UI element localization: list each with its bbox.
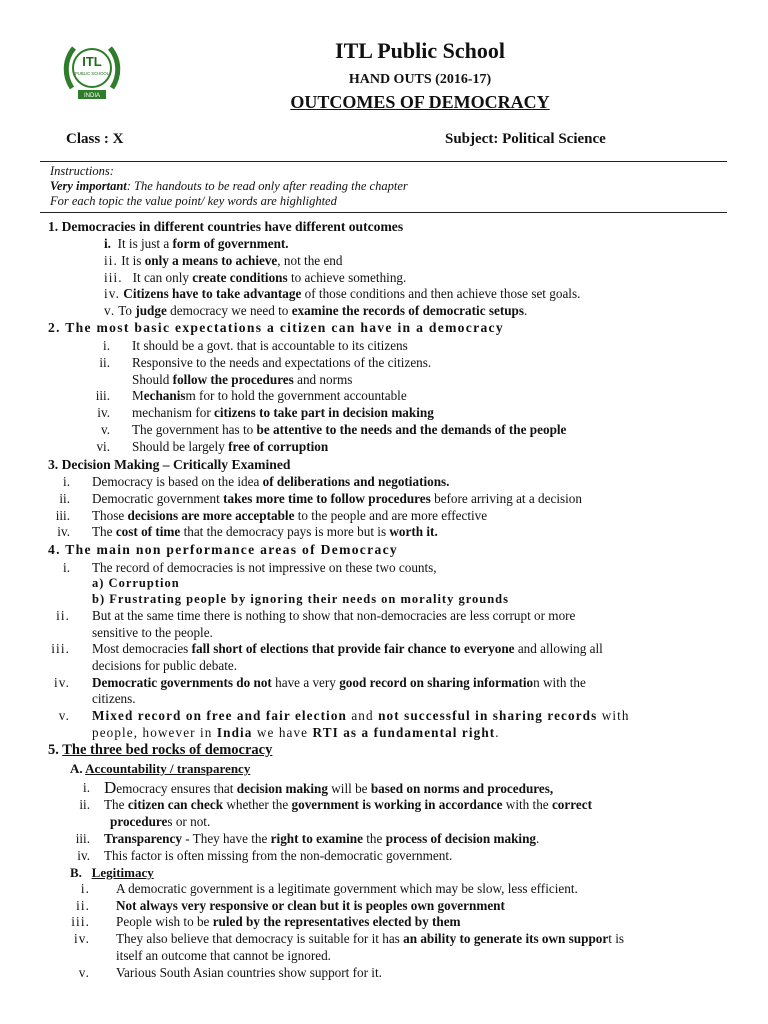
list-number: iv.: [74, 931, 90, 946]
list-item: decisions for public debate.: [92, 658, 238, 673]
list-item: The government has to be attentive to the needs and the demands of the people: [132, 422, 567, 437]
list-number: iv.: [77, 848, 90, 863]
list-number: vi.: [96, 439, 110, 454]
list-item: iii. It can only create conditions to achieve something.: [104, 270, 407, 285]
list-number: iii.: [51, 641, 70, 656]
section-heading: 5. The three bed rocks of democracy: [48, 742, 273, 758]
list-item: The citizen can check whether the government is working in accordance with the correct: [104, 797, 592, 812]
sub-item: b) Frustrating people by ignoring their needs on morality grounds: [92, 592, 509, 606]
list-number: i.: [103, 338, 110, 353]
list-item: People wish to be ruled by the representatives elected by them: [116, 914, 461, 929]
list-item: people, however in India we have RTI as a fundamental right.: [92, 725, 500, 740]
list-item: Those decisions are more acceptable to the people and are more effective: [92, 508, 488, 523]
list-item: Democracy is based on the idea of deliberations and negotiations.: [92, 474, 450, 489]
list-number: ii.: [99, 355, 110, 370]
list-item: Democratic government takes more time to follow procedures before arriving at a decision: [92, 491, 582, 506]
list-item: mechanism for citizens to take part in decision making: [132, 405, 434, 420]
list-item: v. To judge democracy we need to examine the records of democratic setups.: [104, 303, 528, 318]
list-item: They also believe that democracy is suitable for it has an ability to generate its own support is: [116, 931, 625, 946]
list-number: ii.: [59, 491, 70, 506]
list-number: v.: [100, 422, 110, 437]
list-item: A democratic government is a legitimate government which may be slow, less efficient.: [116, 881, 578, 896]
instructions-title: Instructions:: [50, 164, 114, 178]
list-item: Should be largely free of corruption: [132, 439, 329, 454]
list-item: Transparency - They have the right to examine the process of decision making.: [104, 831, 540, 846]
class-label: Class : X: [66, 131, 124, 147]
section-heading: 3. Decision Making – Critically Examined: [48, 457, 291, 472]
list-item: Mechanism for to hold the government accountable: [132, 388, 407, 403]
logo-text: ITL: [82, 54, 102, 69]
section-heading: 4. The main non performance areas of Democracy: [48, 542, 399, 557]
sub-item: a) Corruption: [92, 576, 180, 590]
list-number: iii.: [55, 508, 70, 523]
list-number: i.: [83, 780, 90, 795]
list-item: Most democracies fall short of elections that provide fair chance to everyone and allowing all: [92, 641, 603, 656]
list-number: i.: [80, 881, 90, 896]
list-number: ii.: [76, 898, 90, 913]
subject-label: Subject: Political Science: [445, 131, 606, 147]
list-item: The cost of time that the democracy pays is more but is worth it.: [92, 524, 438, 539]
list-number: iv.: [54, 675, 70, 690]
list-number: iii.: [75, 831, 90, 846]
list-item: But at the same time there is nothing to show that non-democracies are less corrupt or more: [92, 608, 576, 623]
list-item: itself an outcome that cannot be ignored.: [116, 948, 331, 963]
section-heading: 2. The most basic expectations a citizen can have in a democracy: [48, 320, 504, 335]
list-item: procedures or not.: [110, 814, 211, 829]
list-number: iii.: [95, 388, 110, 403]
list-item: iv. Citizens have to take advantage of those conditions and then achieve those set goals.: [104, 286, 581, 301]
list-item: Responsive to the needs and expectations of the citizens.: [132, 355, 432, 370]
list-item: Democratic governments do not have a very good record on sharing information with the: [92, 675, 586, 690]
list-item: ii. It is only a means to achieve, not the end: [104, 253, 343, 268]
divider: [40, 161, 727, 162]
list-item: Mixed record on free and fair election and not successful in sharing records with: [92, 708, 630, 723]
list-item: Various South Asian countries show support for it.: [116, 965, 382, 980]
list-item: Democracy ensures that decision making will be based on norms and procedures,: [104, 778, 554, 797]
list-number: v.: [78, 965, 90, 980]
list-item: i. It is just a form of government.: [104, 236, 289, 251]
school-name: ITL Public School: [335, 38, 505, 63]
list-item: citizens.: [92, 691, 136, 706]
instructions-line: For each topic the value point/ key words are highlighted: [50, 194, 337, 208]
subsection-heading: A. Accountability / transparency: [70, 761, 251, 776]
instructions-line: Very important: The handouts to be read only after reading the chapter: [50, 179, 408, 193]
list-number: v.: [58, 708, 70, 723]
list-item: This factor is often missing from the non-democratic government.: [104, 848, 453, 863]
subsection-heading: B. Legitimacy: [70, 865, 154, 880]
list-number: iv.: [97, 405, 110, 420]
topic-title: OUTCOMES OF DEMOCRACY: [290, 92, 550, 112]
list-item: Should follow the procedures and norms: [132, 372, 353, 387]
section-heading: 1. Democracies in different countries have different outcomes: [48, 219, 404, 234]
list-item: The record of democracies is not impressive on these two counts,: [92, 560, 437, 575]
handouts-title: HAND OUTS (2016-17): [348, 72, 492, 87]
list-number: ii.: [79, 797, 90, 812]
divider: [40, 212, 727, 213]
list-item: Not always very responsive or clean but it is peoples own government: [116, 898, 505, 913]
logo-caption: INDIA: [83, 93, 101, 99]
list-number: i.: [63, 560, 70, 575]
list-item: sensitive to the people.: [92, 625, 213, 640]
list-number: iv.: [57, 524, 70, 539]
list-number: i.: [63, 474, 70, 489]
list-item: It should be a govt. that is accountable to its citizens: [132, 338, 408, 353]
list-number: ii.: [56, 608, 70, 623]
logo-subtext: PUBLIC SCHOOL: [75, 71, 109, 76]
list-number: iii.: [71, 914, 90, 929]
